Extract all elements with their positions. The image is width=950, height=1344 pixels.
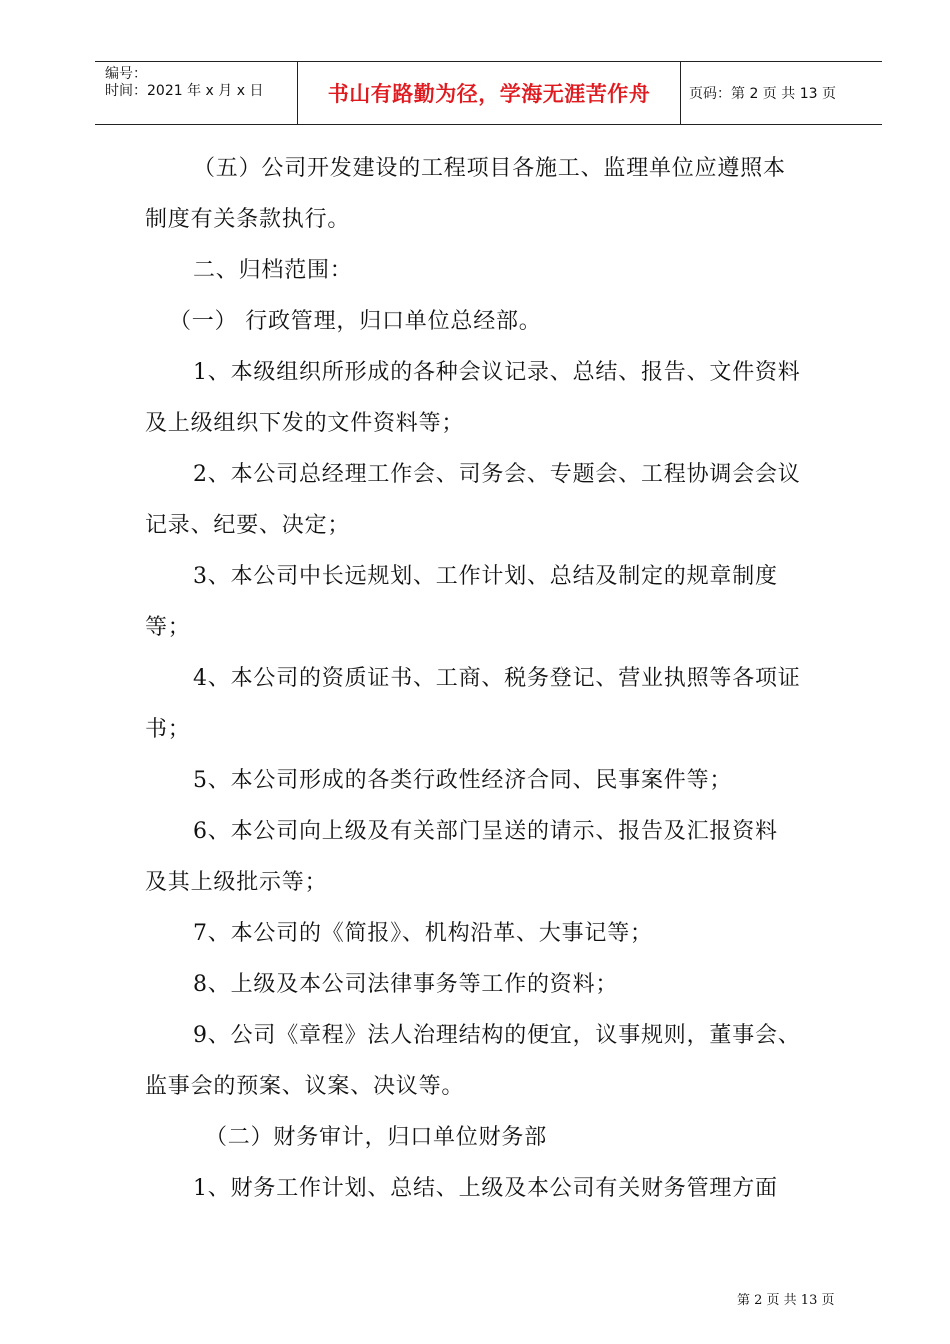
subsection-heading: （二）财务审计，归口单位财务部 — [205, 1125, 548, 1150]
paragraph-line: 及上级组织下发的文件资料等； — [145, 411, 465, 436]
list-item: 7、本公司的《简报》、机构沿革、大事记等； — [193, 921, 653, 946]
list-item: 1、本级组织所形成的各种会议记录、总结、报告、文件资料 — [193, 360, 801, 385]
list-item: 9、公司《章程》法人治理结构的便宜，议事规则，董事会、 — [193, 1023, 801, 1048]
page-footer: 第 2 页 共 13 页 — [737, 1293, 835, 1308]
list-item: 2、本公司总经理工作会、司务会、专题会、工程协调会会议 — [193, 462, 801, 487]
paragraph-line: 书； — [145, 717, 191, 742]
subsection-heading: （一） 行政管理，归口单位总经部。 — [169, 309, 542, 334]
header-page-info: 页码：第 2 页 共 13 页 — [689, 86, 836, 102]
list-item: 3、本公司中长远规划、工作计划、总结及制定的规章制度 — [193, 564, 778, 589]
paragraph-line: 及其上级批示等； — [145, 870, 328, 895]
header-meta — [95, 62, 297, 124]
list-item: 8、上级及本公司法律事务等工作的资料； — [193, 972, 619, 997]
paragraph-line: （五）公司开发建设的工程项目各施工、监理单位应遵照本 — [193, 156, 786, 181]
list-item: 4、本公司的资质证书、工商、税务登记、营业执照等各项证 — [193, 666, 801, 691]
header-motto: 书山有路勤为径，学海无涯苦作舟 — [297, 62, 681, 124]
document-body — [145, 143, 840, 1214]
section-heading: 二、归档范围： — [193, 258, 353, 283]
paragraph-line: 等； — [145, 615, 191, 640]
page-header — [95, 61, 882, 125]
paragraph-line: 制度有关条款执行。 — [145, 207, 351, 232]
list-item: 1、财务工作计划、总结、上级及本公司有关财务管理方面 — [193, 1176, 778, 1201]
list-item: 6、本公司向上级及有关部门呈送的请示、报告及汇报资料 — [193, 819, 778, 844]
time-label: 时间：2021 年 x 月 x 日 — [105, 83, 264, 99]
list-item: 5、本公司形成的各类行政性经济合同、民事案件等； — [193, 768, 733, 793]
paragraph-line: 记录、纪要、决定； — [145, 513, 351, 538]
paragraph-line: 监事会的预案、议案、决议等。 — [145, 1074, 465, 1099]
number-label: 编号： — [105, 66, 147, 82]
